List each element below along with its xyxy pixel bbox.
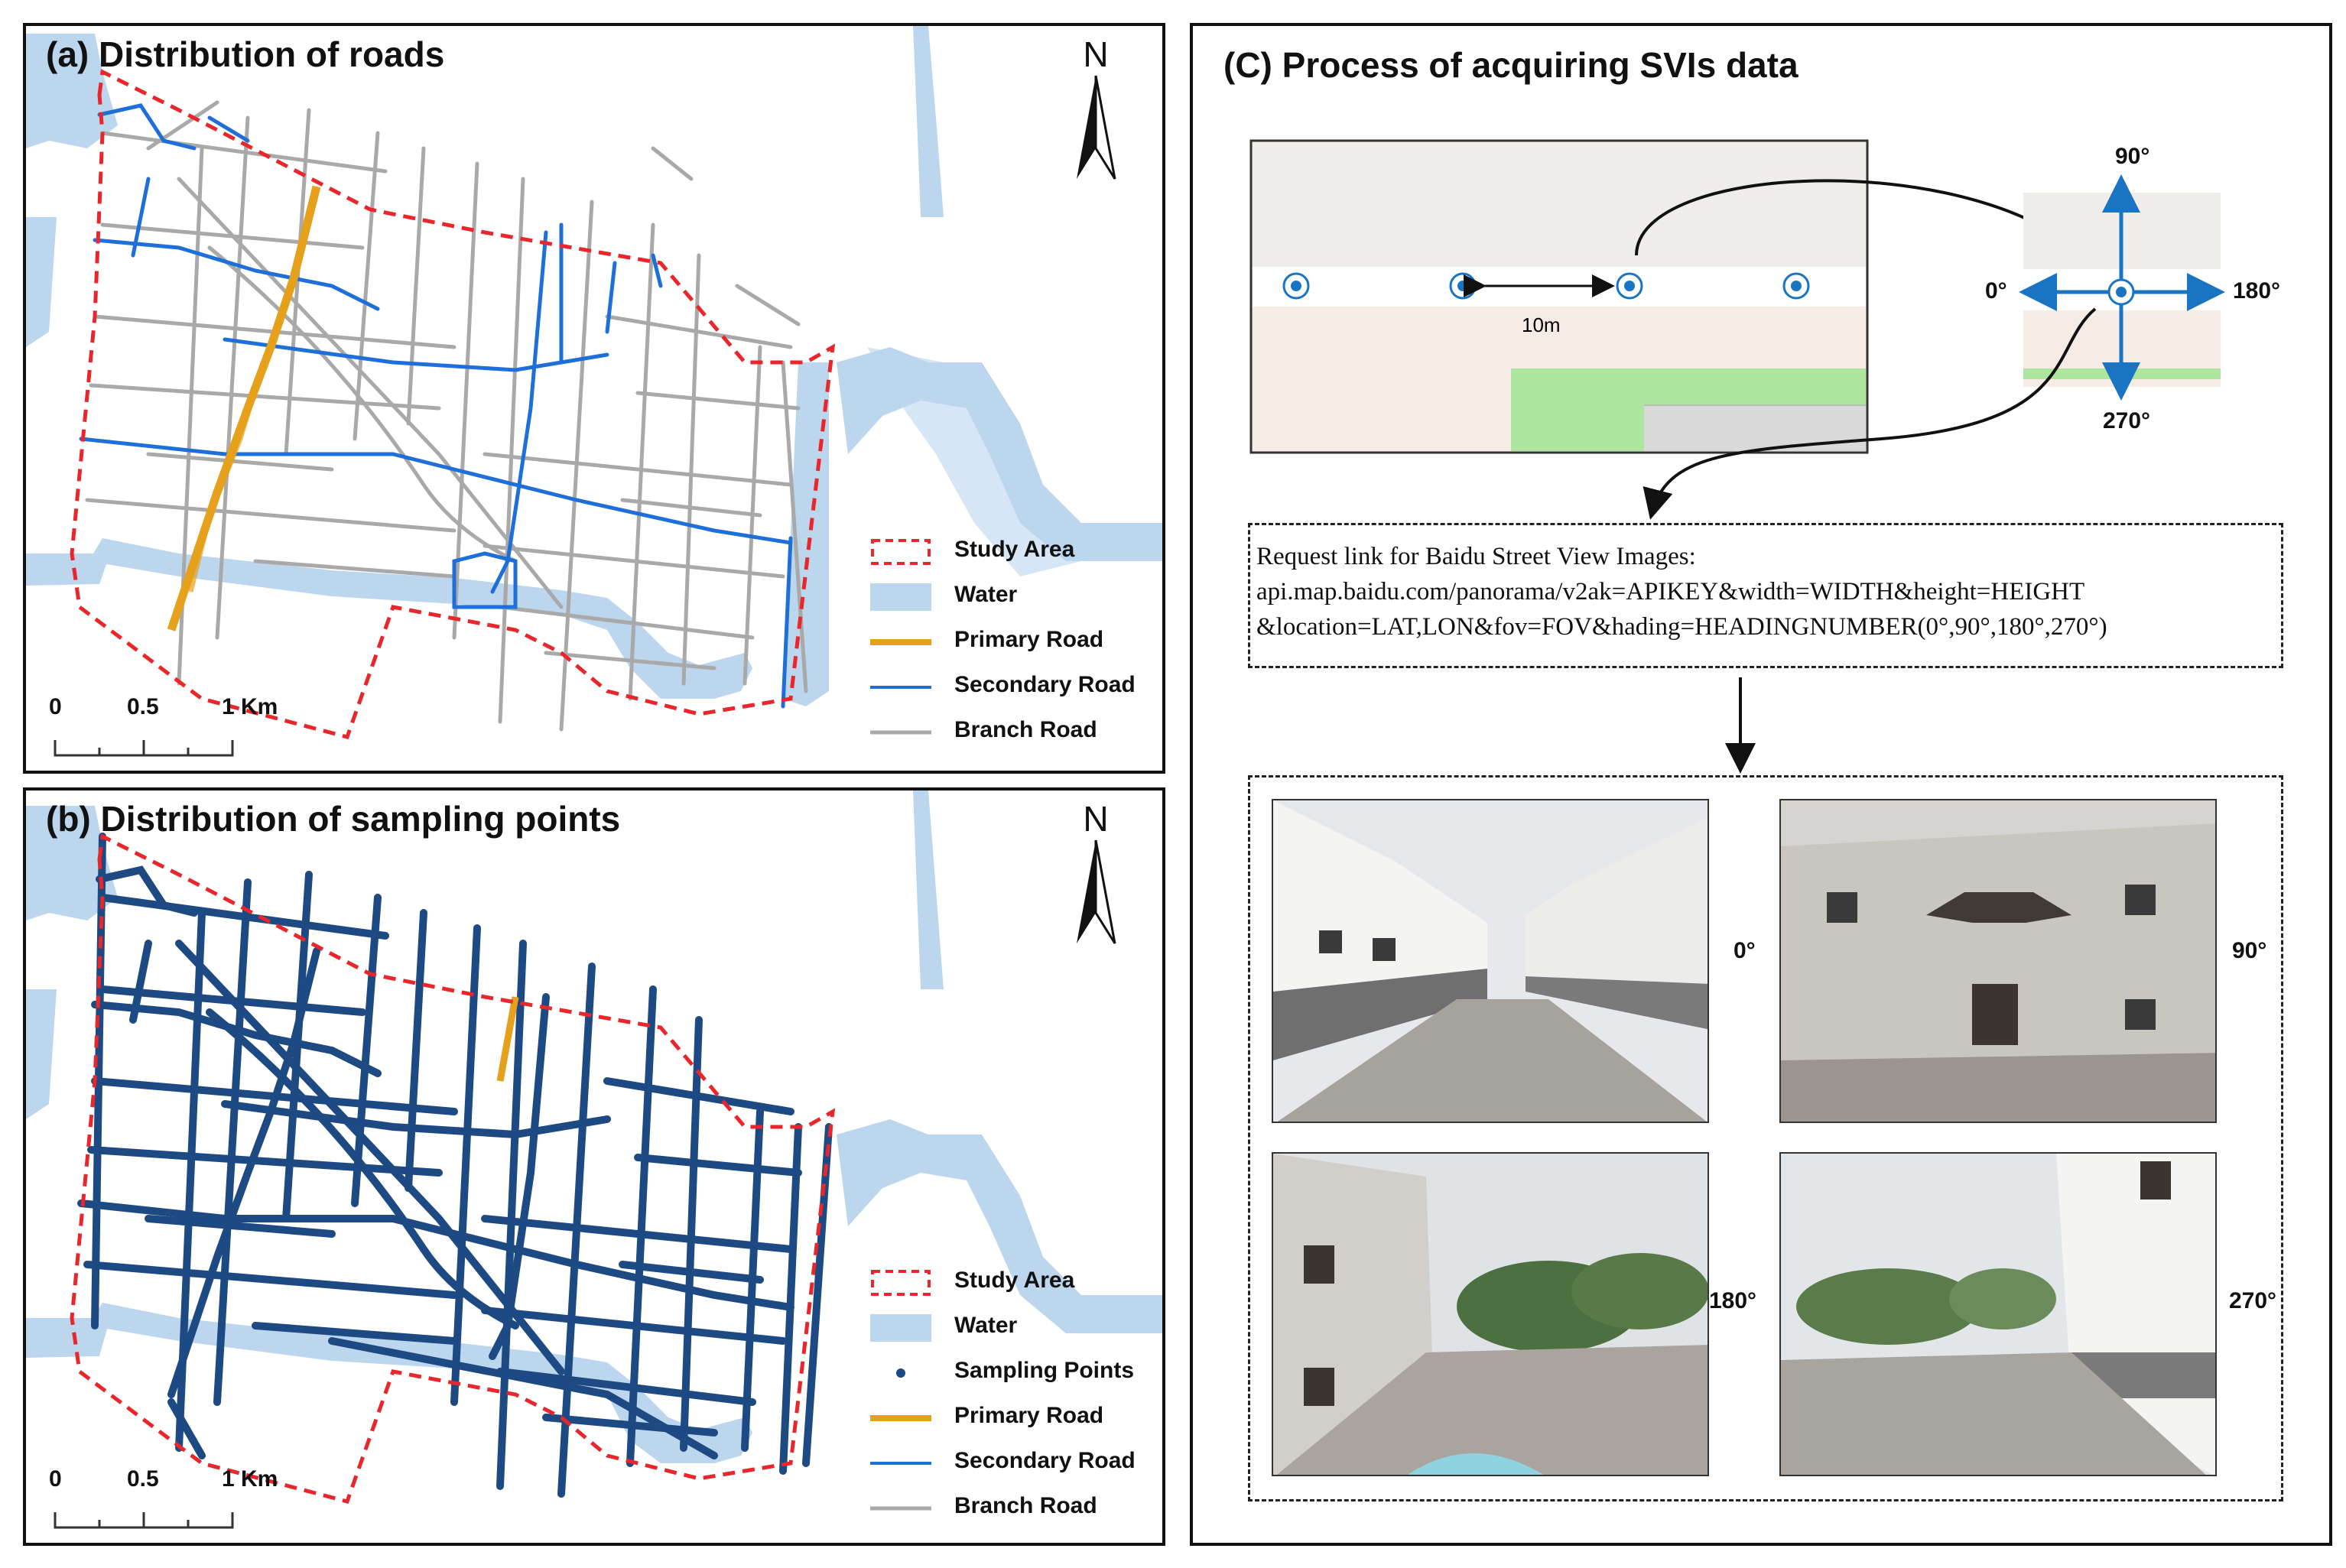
street-view-photo-270 bbox=[1779, 1152, 2217, 1476]
photo-label-0: 0° bbox=[1734, 938, 1756, 963]
photo-label-180: 180° bbox=[1709, 1288, 1757, 1313]
scale-bar-graphic bbox=[49, 1466, 301, 1535]
north-arrow bbox=[1061, 34, 1130, 187]
camera-point-icon bbox=[1284, 274, 1308, 298]
panel-b-title: (b) Distribution of sampling points bbox=[46, 799, 621, 839]
angle-label-180: 180° bbox=[2233, 278, 2281, 304]
north-arrow-icon bbox=[1061, 34, 1130, 187]
panel-sampling-points-map bbox=[23, 787, 1165, 1546]
north-letter: N bbox=[1083, 34, 1109, 74]
study-area-symbol bbox=[870, 538, 931, 566]
legend-label: Branch Road bbox=[954, 717, 1097, 742]
legend-item-water bbox=[870, 577, 1161, 622]
primary-road-symbol bbox=[870, 1404, 931, 1432]
legend-item-study-area bbox=[870, 532, 1161, 577]
request-line-title: Request link for Baidu Street View Images: bbox=[1256, 543, 1696, 570]
angle-label-0: 0° bbox=[1985, 278, 2007, 304]
scale-label-0: 0 bbox=[49, 1466, 62, 1492]
legend-label: Primary Road bbox=[954, 1403, 1104, 1428]
branch-roads bbox=[87, 102, 806, 729]
legend-label: Secondary Road bbox=[954, 1448, 1136, 1473]
photo-label-270: 270° bbox=[2229, 1288, 2277, 1313]
scale-label-half: 0.5 bbox=[127, 1466, 159, 1492]
street-view-photo-90 bbox=[1779, 799, 2217, 1123]
secondary-road-symbol bbox=[870, 1450, 931, 1477]
legend-item-sampling-points bbox=[870, 1353, 1161, 1398]
street-view-photo-180 bbox=[1272, 1152, 1709, 1476]
legend-label: Sampling Points bbox=[954, 1358, 1135, 1383]
sampling-point-symbol bbox=[870, 1359, 931, 1387]
water-symbol bbox=[870, 1314, 931, 1342]
legend-label: Study Area bbox=[954, 1268, 1075, 1293]
angle-label-90: 90° bbox=[2115, 144, 2150, 169]
scale-bar-graphic bbox=[49, 694, 301, 763]
scale-label-0: 0 bbox=[49, 694, 62, 719]
secondary-road-symbol bbox=[870, 674, 931, 701]
legend bbox=[870, 532, 1161, 758]
photo-label-90: 90° bbox=[2232, 938, 2267, 963]
camera-point-icon bbox=[1617, 274, 1642, 298]
legend-item-primary-road bbox=[870, 622, 1161, 667]
primary-road-symbol bbox=[870, 628, 931, 656]
legend-item-branch-road bbox=[870, 1488, 1161, 1534]
legend-item-primary-road bbox=[870, 1398, 1161, 1443]
north-letter: N bbox=[1083, 799, 1109, 839]
scale-label-1km: 1 Km bbox=[222, 1466, 278, 1492]
legend-item-study-area bbox=[870, 1263, 1161, 1308]
angle-label-270: 270° bbox=[2103, 408, 2151, 433]
scale-label-1km: 1 Km bbox=[222, 694, 278, 719]
sampling-points-network bbox=[81, 836, 829, 1494]
legend-item-secondary-road bbox=[870, 667, 1161, 713]
request-line-params: &location=LAT,LON&fov=FOV&hading=HEADINGNUMBER(0°,90°,180°,270°) bbox=[1256, 613, 2107, 641]
panel-a-title: (a) Distribution of roads bbox=[46, 34, 445, 74]
legend-label: Water bbox=[954, 582, 1018, 607]
legend-item-branch-road bbox=[870, 713, 1161, 758]
direction-compass bbox=[2023, 182, 2221, 393]
legend-label: Water bbox=[954, 1313, 1018, 1338]
north-arrow-icon bbox=[1061, 798, 1130, 951]
legend-item-water bbox=[870, 1308, 1161, 1353]
study-area-symbol bbox=[870, 1269, 931, 1297]
panel-c-title: (C) Process of acquiring SVIs data bbox=[1223, 45, 1798, 85]
legend-label: Branch Road bbox=[954, 1493, 1097, 1518]
request-line-url: api.map.baidu.com/panorama/v2ak=APIKEY&width=WIDTH&height=HEIGHT bbox=[1256, 578, 2085, 605]
legend-label: Primary Road bbox=[954, 627, 1104, 652]
branch-road-symbol bbox=[870, 719, 931, 746]
north-arrow bbox=[1061, 798, 1130, 951]
branch-road-symbol bbox=[870, 1495, 931, 1522]
primary-road-visible-segment bbox=[500, 997, 515, 1081]
water-symbol bbox=[870, 583, 931, 611]
legend-item-secondary-road bbox=[870, 1443, 1161, 1488]
street-view-photos bbox=[1248, 775, 2283, 1501]
spacing-label: 10m bbox=[1522, 313, 1561, 336]
street-map-snippet bbox=[1251, 141, 1867, 453]
panel-svi-process bbox=[1190, 23, 2332, 1546]
camera-point-icon bbox=[1784, 274, 1808, 298]
scale-bar bbox=[49, 694, 301, 763]
scale-bar bbox=[49, 1466, 301, 1535]
scale-label-half: 0.5 bbox=[127, 694, 159, 719]
street-view-photo-0 bbox=[1272, 799, 1709, 1123]
request-link-box bbox=[1248, 523, 2283, 668]
study-area-boundary bbox=[72, 72, 833, 737]
camera-point-icon bbox=[1451, 274, 1475, 298]
panel-roads-map bbox=[23, 23, 1165, 774]
legend bbox=[870, 1263, 1161, 1534]
legend-label: Study Area bbox=[954, 537, 1075, 562]
legend-label: Secondary Road bbox=[954, 672, 1136, 697]
